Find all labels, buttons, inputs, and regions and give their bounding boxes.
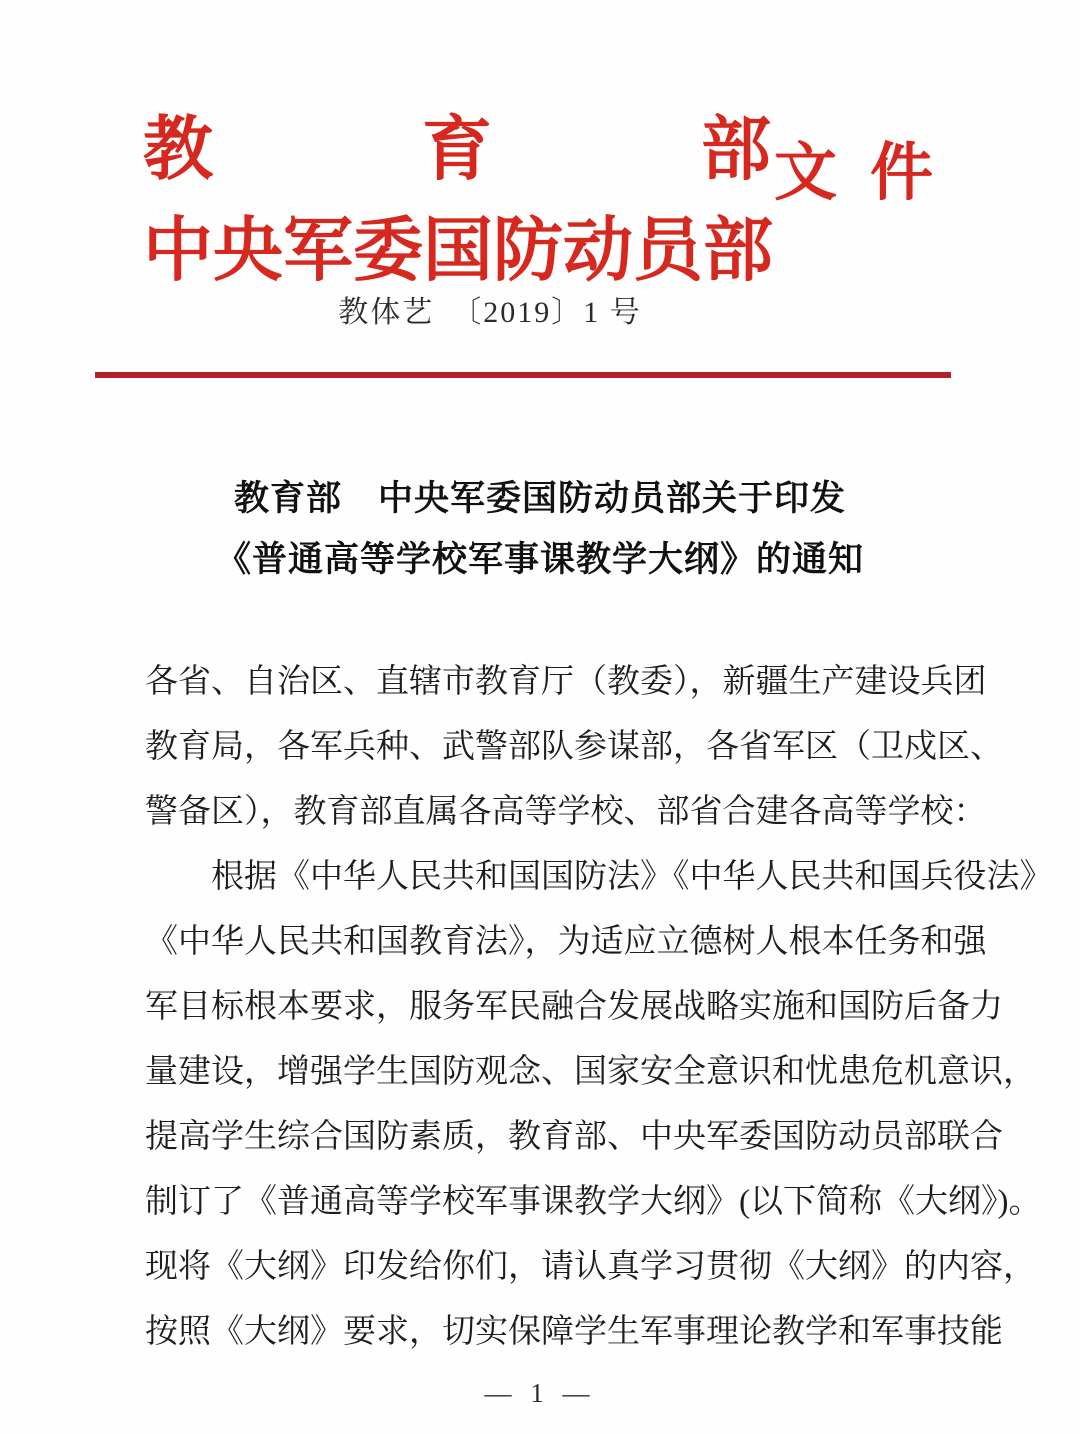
ministry-char: 部: [701, 110, 771, 188]
body-line: 按照《大纲》要求，切实保障学生军事理论教学和军事技能: [145, 1314, 1003, 1350]
issuing-authorities: [143, 112, 771, 288]
document-number: 教体艺 〔2019〕1 号: [338, 296, 642, 329]
document-title-line1: 教育部 中央军委国防动员部关于印发: [233, 479, 846, 518]
body-line: 教育局，各军兵种、武警部队参谋部，各省军区（卫戍区、: [145, 729, 1003, 765]
ministry-char: 育: [422, 110, 492, 188]
body-line: 量建设，增强学生国防观念、国家安全意识和忧患危机意识，: [145, 1054, 1036, 1090]
body-line: 《中华人民共和国教育法》，为适应立德树人根本任务和强: [145, 924, 987, 960]
file-word-char: 文: [774, 138, 837, 208]
red-divider-line: [95, 372, 951, 378]
document-body: [145, 650, 1053, 1365]
body-line: 军目标根本要求，服务军民融合发展战略实施和国防后备力: [145, 989, 1003, 1025]
letterhead: [143, 112, 933, 288]
body-line: 根据《中华人民共和国国防法》《中华人民共和国兵役法》: [211, 859, 1053, 895]
document-title-line2: 《普通高等学校军事课教学大纲》的通知: [215, 540, 864, 579]
ministry-char: 教: [143, 110, 213, 188]
body-line: 各省、自治区、直辖市教育厅（教委），新疆生产建设兵团: [145, 664, 987, 700]
document-title: [0, 468, 1080, 590]
page-number: — 1 —: [484, 1378, 596, 1408]
document-word: [774, 140, 933, 288]
ministry-of-education-name: [143, 112, 771, 187]
defense-mobilization-department-name: 中央军委国防动员部: [143, 211, 773, 289]
body-line: 制订了《普通高等学校军事课教学大纲》(以下简称《大纲》)。: [145, 1184, 1042, 1220]
body-line: 警备区），教育部直属各高等学校、部省合建各高等学校：: [145, 794, 987, 830]
body-line: 现将《大纲》印发给你们，请认真学习贯彻《大纲》的内容，: [145, 1249, 1036, 1285]
file-word-char: 件: [870, 138, 933, 208]
body-line: 提高学生综合国防素质，教育部、中央军委国防动员部联合: [145, 1119, 1003, 1155]
